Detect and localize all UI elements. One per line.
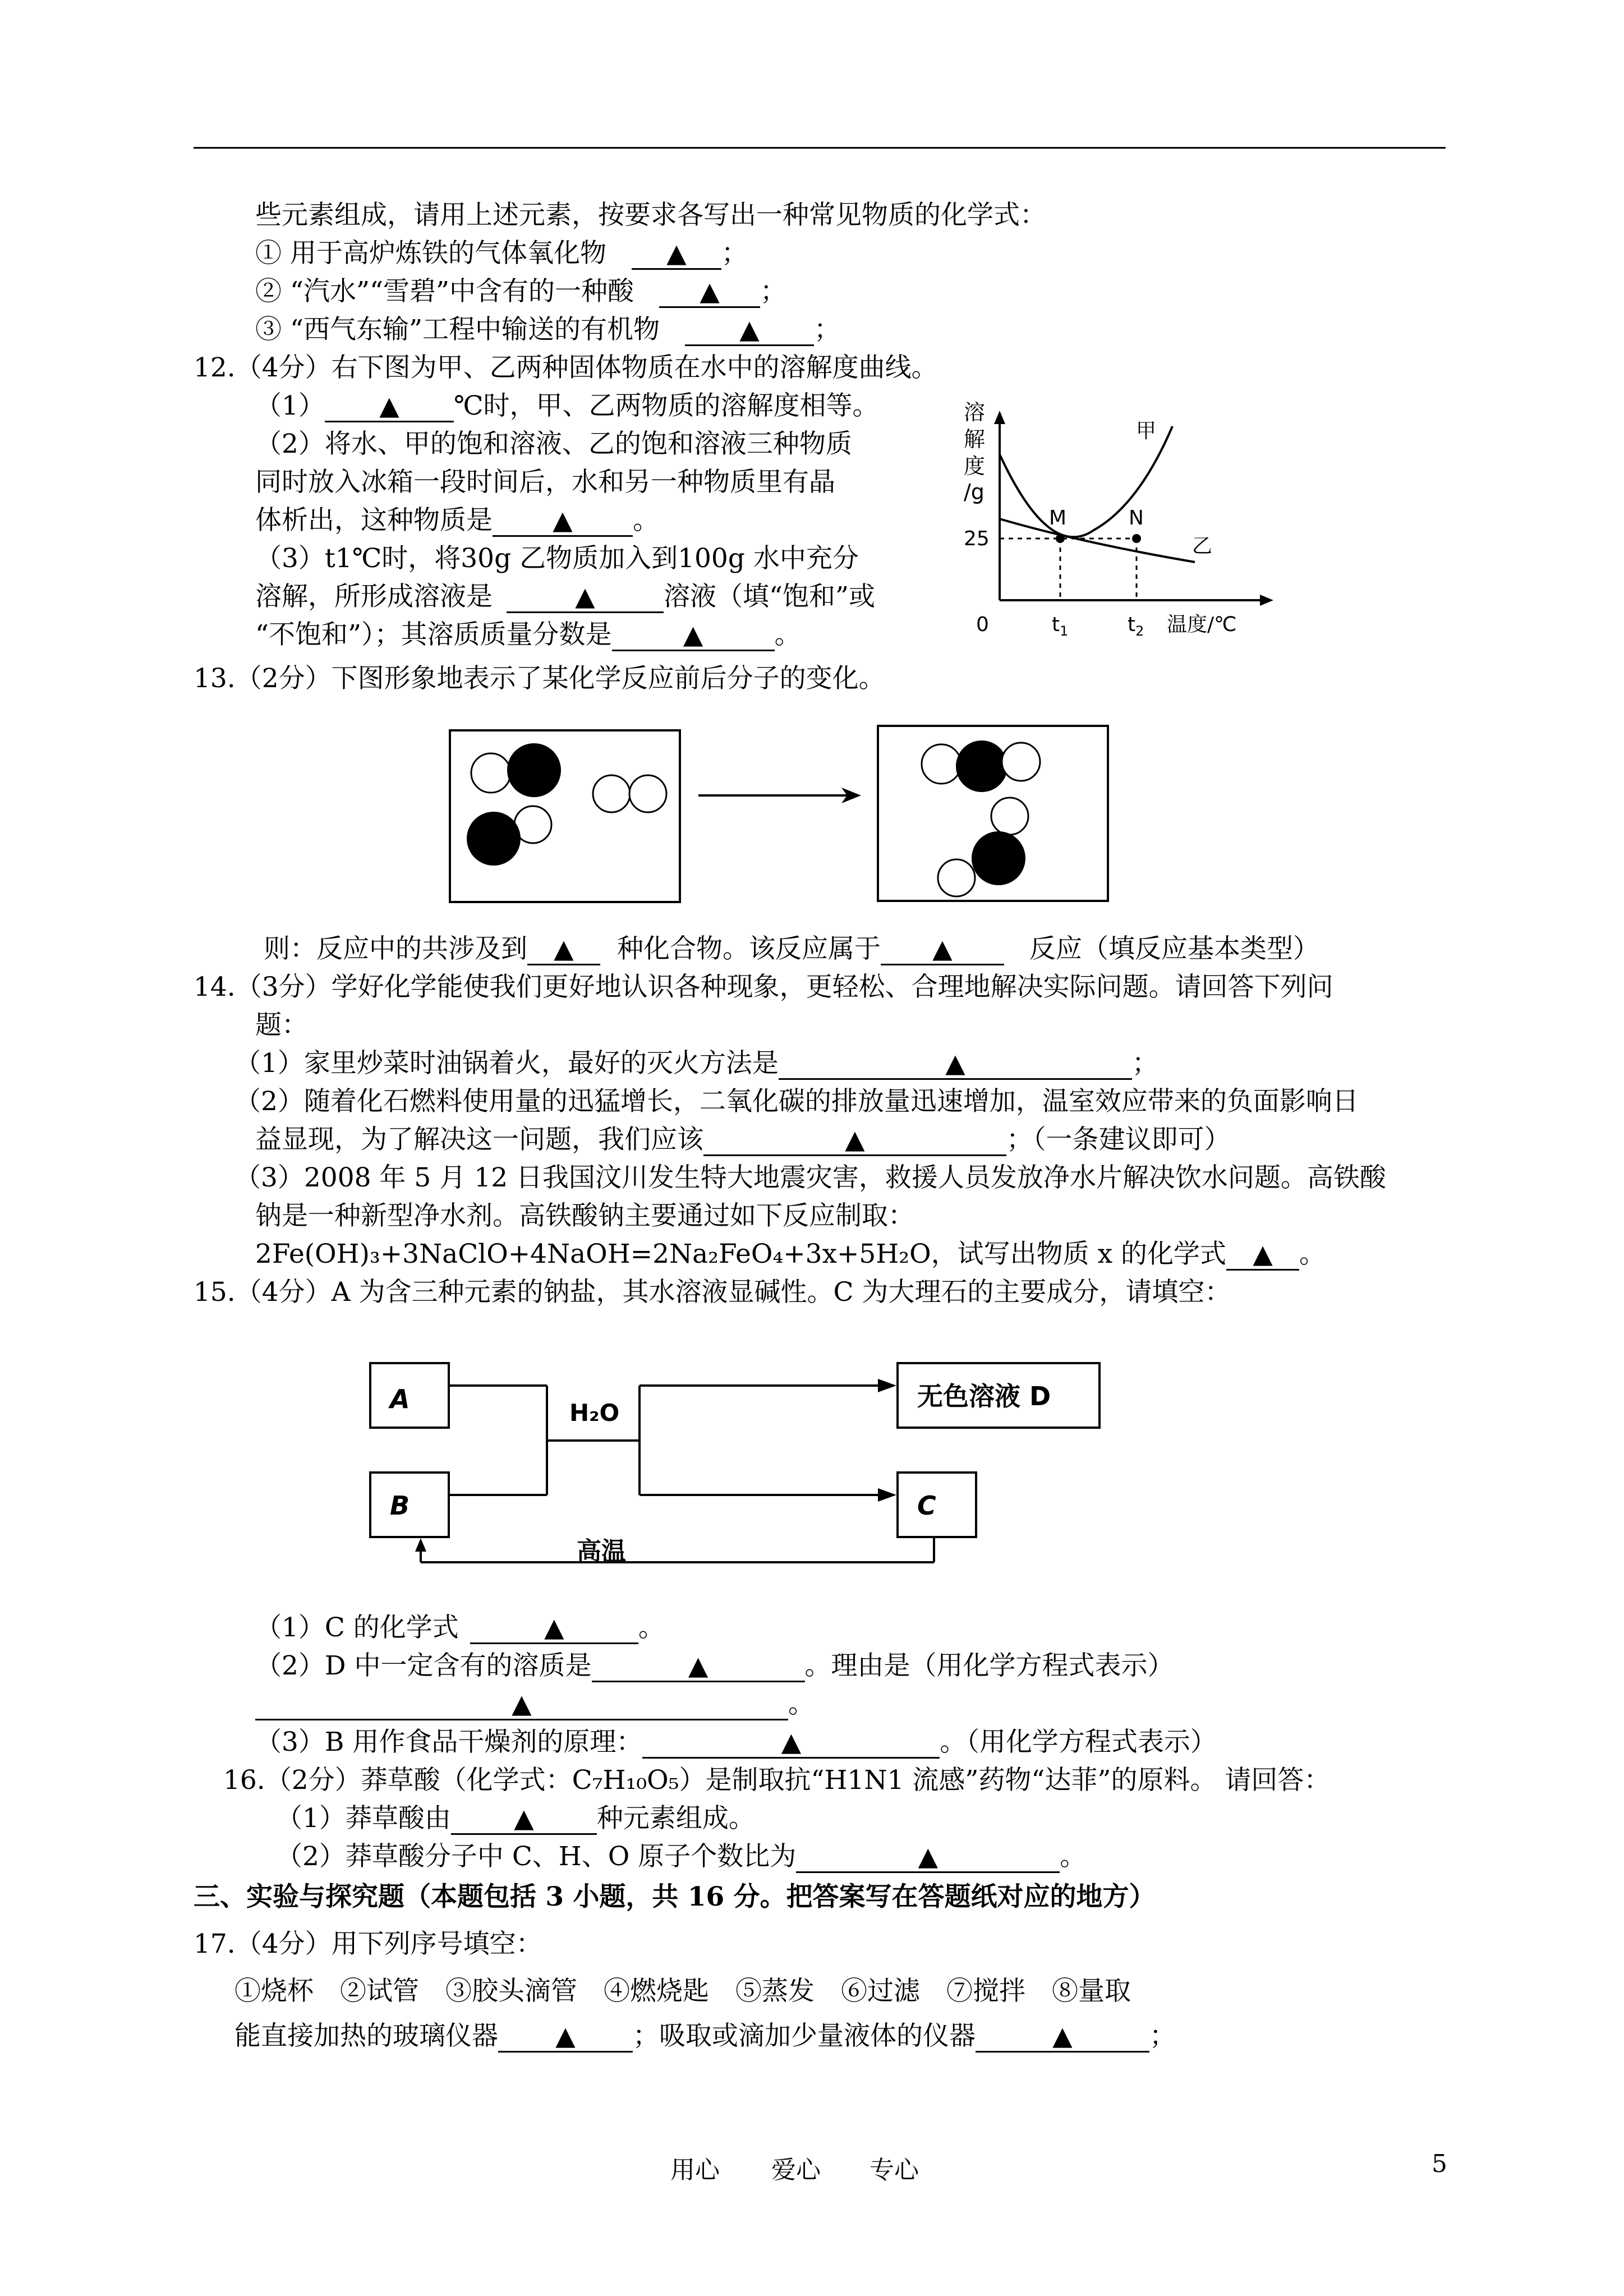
q14-heading: 14.（3分）学好化学能使我们更好地认识各种现象，更轻松、合理地解决实际问题。请回答下列问 xyxy=(194,972,1333,1002)
q12-heading: 12.（4分）右下图为甲、乙两种固体物质在水中的溶解度曲线。 xyxy=(194,352,938,383)
x-axis-arrow xyxy=(1260,595,1273,606)
q12-part-2a: （2）将水、甲的饱和溶液、乙的饱和溶液三种物质 xyxy=(255,429,852,459)
answer-blank[interactable]: ▲ xyxy=(451,1805,597,1835)
white-atom xyxy=(629,775,666,812)
y-label-2: 解 xyxy=(964,427,986,452)
reaction-flow-diagram xyxy=(365,1346,1167,1582)
arrow-head xyxy=(878,1488,896,1502)
label-gaowen: 高温 xyxy=(577,1537,626,1566)
q12-part-1: （1） ▲ ℃时，甲、乙两物质的溶解度相等。 xyxy=(255,390,879,421)
answer-blank[interactable]: ▲ xyxy=(507,583,664,613)
q14-part-1: （1）家里炒菜时油锅着火，最好的灭火方法是 ▲ ； xyxy=(234,1048,1158,1079)
answer-blank[interactable]: ▲ xyxy=(976,2023,1149,2053)
white-atom xyxy=(1002,743,1040,781)
answer-blank[interactable]: ▲ xyxy=(779,1050,1132,1080)
q12-part-3a: （3）t1℃时，将30g 乙物质加入到100g 水中充分 xyxy=(255,543,859,574)
answer-blank[interactable]: ▲ xyxy=(642,1729,940,1759)
label-jia: 甲 xyxy=(1136,420,1157,443)
q13-answer-line: 则：反应中的共涉及到 ▲ 种化合物。该反应属于 ▲ 反应（填反应基本类型） xyxy=(264,933,1319,964)
black-atom xyxy=(507,743,561,797)
q12-part-3b: 溶解，所形成溶液是 ▲ 溶液（填“饱和”或 xyxy=(255,581,876,612)
curve-jia xyxy=(1000,426,1172,537)
q14-part-2a: （2）随着化石燃料使用量的迅猛增长，二氧化碳的排放量迅速增加，温室效应带来的负面影响日 xyxy=(234,1086,1359,1117)
y-label-1: 溶 xyxy=(964,400,986,425)
footer-motto-3: 专心 xyxy=(869,2156,919,2184)
answer-blank[interactable]: ▲ xyxy=(796,1843,1060,1873)
label-d: 无色溶液 D xyxy=(917,1381,1051,1411)
q17-options: ①烧杯 ②试管 ③胶头滴管 ④燃烧匙 ⑤蒸发 ⑥过滤 ⑦搅拌 ⑧量取 xyxy=(234,1976,1131,2007)
label-a: A xyxy=(390,1384,410,1414)
y-axis-arrow xyxy=(994,411,1005,424)
answer-blank[interactable]: ▲ xyxy=(325,393,454,422)
q15-part-2: （2）D 中一定含有的溶质是 ▲ 。理由是（用化学方程式表示） xyxy=(255,1650,1174,1681)
arrow-head xyxy=(878,1379,896,1392)
q14-part-3a: （3）2008 年 5 月 12 日我国汶川发生特大地震灾害，救援人员发放净水片解决饮水问题。高铁酸 xyxy=(234,1162,1386,1193)
y-label-3: 度 xyxy=(964,454,986,478)
box-c xyxy=(898,1473,976,1537)
label-b: B xyxy=(390,1490,410,1521)
white-atom xyxy=(471,753,510,793)
black-atom xyxy=(972,831,1025,885)
answer-blank[interactable]: ▲ xyxy=(1226,1241,1299,1271)
q15-heading: 15.（4分）A 为含三种元素的钠盐，其水溶液显碱性。C 为大理石的主要成分，请填空： xyxy=(194,1277,1231,1308)
answer-blank[interactable]: ▲ xyxy=(498,2023,633,2053)
origin-label: 0 xyxy=(976,613,989,636)
label-yi: 乙 xyxy=(1192,535,1213,558)
footer-motto-2: 爱心 xyxy=(771,2156,821,2184)
point-m xyxy=(1056,534,1065,543)
answer-blank[interactable]: ▲ xyxy=(612,622,775,651)
q16-part-2: （2）莽草酸分子中 C、H、O 原子个数比为 ▲ 。 xyxy=(276,1841,1087,1872)
white-atom xyxy=(938,859,975,896)
answer-blank[interactable]: ▲ xyxy=(632,240,721,270)
white-atom xyxy=(991,798,1028,835)
y-label-4: /g xyxy=(964,480,984,504)
answer-blank[interactable]: ▲ xyxy=(255,1691,788,1720)
label-m: M xyxy=(1049,507,1067,530)
curve-yi xyxy=(1000,519,1195,562)
arrow-head xyxy=(415,1538,426,1552)
answer-blank[interactable]: ▲ xyxy=(881,936,1004,965)
section-3-heading: 三、实验与探究题（本题包括 3 小题，共 16 分。把答案写在答题纸对应的地方） xyxy=(194,1881,1156,1912)
page-number: 5 xyxy=(1432,2150,1447,2178)
q11-item-2: ② “汽水”“雪碧”中含有的一种酸 ▲ ； xyxy=(255,276,787,307)
tick-t1: $t_1$ xyxy=(1052,613,1069,639)
q17-heading: 17.（4分）用下列序号填空： xyxy=(194,1929,542,1959)
q11-intro: 些元素组成，请用上述元素，按要求各写出一种常见物质的化学式： xyxy=(255,200,1046,231)
q12-part-2c: 体析出，这种物质是 ▲ 。 xyxy=(255,505,659,536)
q15-part-3: （3）B 用作食品干燥剂的原理： ▲ 。（用化学方程式表示） xyxy=(255,1727,1217,1757)
q14-equation: 2Fe(OH)₃+3NaClO+4NaOH=2Na₂FeO₄+3x+5H₂O，试写出物质 x 的化学式 ▲ 。 xyxy=(255,1239,1326,1269)
answer-blank[interactable]: ▲ xyxy=(685,316,814,346)
answer-blank[interactable]: ▲ xyxy=(592,1653,805,1682)
answer-blank[interactable]: ▲ xyxy=(703,1126,1006,1156)
x-label: 温度/℃ xyxy=(1167,613,1237,636)
answer-blank[interactable]: ▲ xyxy=(493,507,633,537)
answer-blank[interactable]: ▲ xyxy=(527,936,600,965)
black-atom xyxy=(467,812,521,866)
answer-blank[interactable]: ▲ xyxy=(659,278,760,308)
q11-item-1: ① 用于高炉炼铁的气体氧化物 ▲ ； xyxy=(255,238,748,269)
q14-part-3b: 钠是一种新型净水剂。高铁酸钠主要通过如下反应制取： xyxy=(255,1200,914,1231)
q13-heading: 13.（2分）下图形象地表示了某化学反应前后分子的变化。 xyxy=(194,663,885,694)
black-atom xyxy=(956,740,1007,792)
white-atom xyxy=(593,775,630,812)
white-atom xyxy=(922,744,961,784)
q16-part-1: （1）莽草酸由 ▲ 种元素组成。 xyxy=(276,1803,755,1834)
answer-blank[interactable]: ▲ xyxy=(470,1614,638,1644)
solubility-graph xyxy=(948,393,1285,639)
q16-heading: 16.（2分）莽草酸（化学式：C₇H₁₀O₅）是制取抗“H1N1 流感”药物“达菲”的原料。 请回答： xyxy=(223,1765,1331,1796)
q17-part-1: 能直接加热的玻璃仪器 ▲ ；吸取或滴加少量液体的仪器 ▲ ； xyxy=(234,2021,1176,2051)
q12-part-2b: 同时放入冰箱一段时间后，水和另一种物质里有晶 xyxy=(255,467,835,498)
molecule-diagram xyxy=(449,724,1122,926)
q12-part-3d: “不饱和”）；其溶质质量分数是 ▲ 。 xyxy=(255,619,801,650)
footer-motto-1: 用心 xyxy=(670,2156,720,2184)
q15-part-2-equation: ▲ 。 xyxy=(255,1691,815,1720)
label-c: C xyxy=(917,1490,936,1521)
point-n xyxy=(1132,534,1141,543)
q11-item-3: ③ “西气东输”工程中输送的有机物 ▲ ； xyxy=(255,314,840,345)
y-tick-25: 25 xyxy=(964,527,990,550)
q14-part-2b: 益显现，为了解决这一问题，我们应该 ▲ ；（一条建议即可） xyxy=(255,1124,1231,1155)
q15-part-1: （1）C 的化学式 ▲ 。 xyxy=(255,1612,665,1643)
label-h2o: H₂O xyxy=(569,1399,620,1427)
q14-heading-cont: 题： xyxy=(255,1010,308,1041)
tick-t2: $t_2$ xyxy=(1128,613,1144,639)
label-n: N xyxy=(1129,507,1144,530)
header-rule xyxy=(194,147,1446,149)
